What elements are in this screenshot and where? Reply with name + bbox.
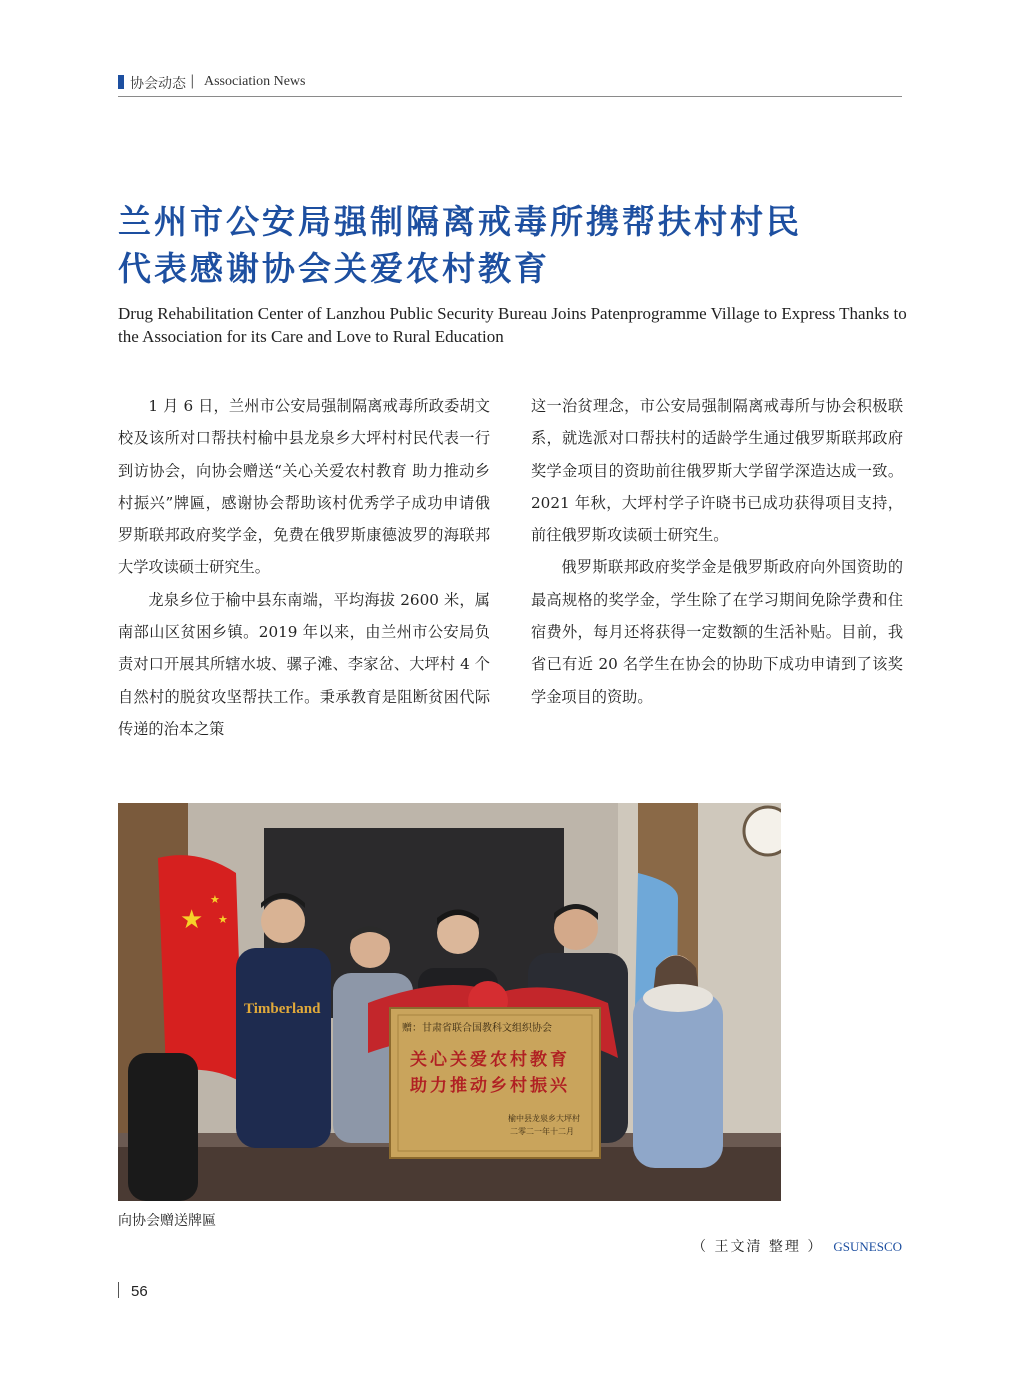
title-line-1: 兰州市公安局强制隔离戒毒所携帮扶村村民 — [118, 202, 802, 241]
header-section-en: Association News — [204, 74, 306, 89]
svg-text:★: ★ — [218, 913, 228, 926]
svg-text:★: ★ — [210, 893, 220, 906]
photo-illustration — [118, 803, 781, 1201]
svg-text:★: ★ — [180, 905, 204, 935]
editor-credit: （ 王文清 整理 ） — [692, 1239, 824, 1255]
title-line-2: 代表感谢协会关爱农村教育 — [118, 249, 550, 288]
plaque-donor: 赠：甘肃省联合国教科文组织协会 — [402, 1023, 552, 1034]
plaque-line-2: 助力推动乡村振兴 — [410, 1076, 570, 1096]
page-number — [118, 1282, 148, 1300]
body-paragraph-3: 这一治贫理念，市公安局强制隔离戒毒所与协会积极联系，就选派对口帮扶村的适龄学生通过俄罗斯联邦政府奖学金项目的资助前往俄罗斯大学留学深造达成一致。2021 年秋，大坪村学子许晓书已成功获得项目支持，前往俄罗斯攻读硕士研究生。 — [531, 397, 903, 545]
article-subtitle-en: Drug Rehabilitation Center of Lanzhou Public Security Bureau Joins Patenprogramme Village to Express Thanks to the Association for its Care and Love to Rural Education — [118, 304, 907, 346]
office-chair — [128, 1053, 198, 1201]
article-title — [118, 198, 902, 292]
plaque — [390, 1008, 600, 1158]
plaque-date: 二零二一年十二月 — [510, 1127, 574, 1136]
china-flag-icon — [158, 855, 243, 1083]
header-accent-bar — [118, 75, 124, 89]
header-section-cn: 协会动态 — [130, 76, 186, 92]
person-1 — [236, 948, 331, 1148]
photo-caption: 向协会赠送牌匾 — [118, 1213, 216, 1229]
body-paragraph-1: 1 月 6 日，兰州市公安局强制隔离戒毒所政委胡文校及该所对口帮扶村榆中县龙泉乡大坪村村民代表一行到访协会，向协会赠送“关心关爱农村教育 助力推动乡村振兴”牌匾，感谢协会帮助该村优秀学子成功申请俄罗斯联邦政府奖学金，免费在俄罗斯康德波罗的海联邦大学攻读硕士研究生。 — [118, 397, 490, 577]
group-photo — [118, 803, 781, 1201]
running-header — [118, 72, 902, 97]
body-column-left — [118, 390, 490, 745]
header-separator: | — [190, 73, 195, 89]
person-5 — [633, 993, 723, 1168]
plaque-line-1: 关心关爱农村教育 — [410, 1050, 570, 1070]
sweater-logo: Timberland — [244, 1001, 321, 1017]
body-column-right — [531, 390, 903, 713]
body-paragraph-2: 龙泉乡位于榆中县东南端，平均海拔 2600 米，属南部山区贫困乡镇。2019 年以来，由兰州市公安局负责对口开展其所辖水坡、骡子滩、李家岔、大坪村 4 个自然村的脱贫攻坚帮扶工作。秉承教育是阻断贫困代际传递的治本之策 — [118, 590, 490, 738]
plaque-from: 榆中县龙泉乡大坪村 — [508, 1114, 580, 1123]
wall-clock-icon — [744, 807, 781, 855]
article-credit — [692, 1236, 902, 1256]
brand-mark: GSUNESCO — [833, 1239, 902, 1254]
page-number-value: 56 — [131, 1283, 148, 1300]
body-paragraph-4: 俄罗斯联邦政府奖学金是俄罗斯政府向外国资助的最高规格的奖学金，学生除了在学习期间免除学费和住宿费外，每月还将获得一定数额的生活补贴。目前，我省已有近 20 名学生在协会的协助下成功申请到了该奖学金项目的资助。 — [531, 558, 903, 706]
page-number-rule — [118, 1282, 119, 1298]
